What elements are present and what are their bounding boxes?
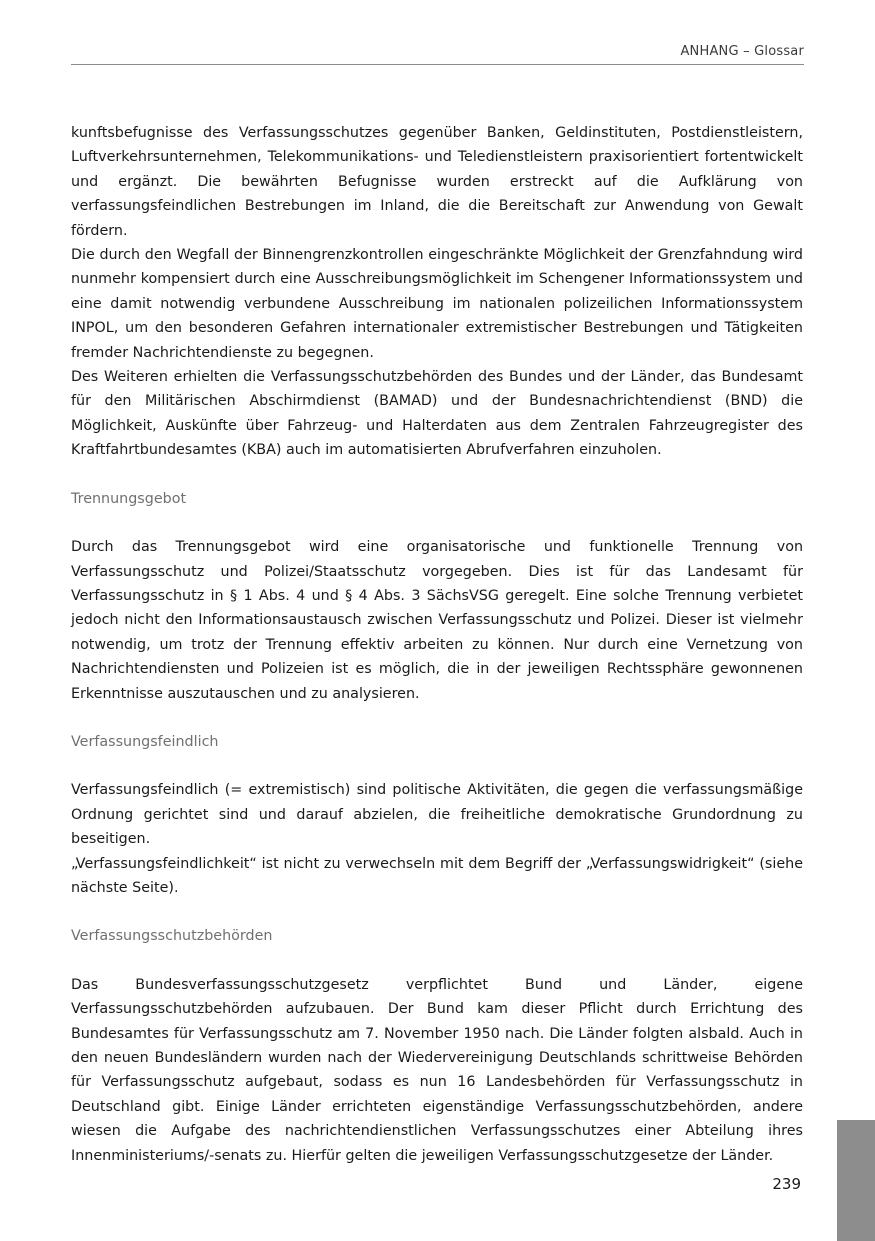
section-heading-trennungsgebot: Trennungsgebot xyxy=(71,490,187,507)
page-number: 239 xyxy=(772,1175,801,1193)
verfassungsfeindlich-paragraph-2: „Verfassungsfeindlichkeit“ ist nicht zu verwechseln mit dem Begriff der „Verfassungswidrigkeit“ (siehe nächste Seite). xyxy=(71,855,803,896)
side-thumb-tab xyxy=(837,1120,875,1241)
running-header xyxy=(71,38,804,65)
verfassungsschutzbehoerden-paragraph: Das Bundesverfassungsschutzgesetz verpflichtet Bund und Länder, eigene Verfassungsschutzbehörden aufzubauen. Der Bund kam dieser Pflicht durch Errichtung des Bundesamtes für Verfassungsschutz am 7. November 1950 nach. Die Länder folgten alsbald. Auch in den neuen Bundesländern wurden nach der Wiedervereinigung Deutschlands schrittweise Behörden für Verfassungsschutz aufgebaut, sodass es nun 16 Landesbehörden für Verfassungsschutz in Deutschland gibt. Einige Länder errichteten eigenständige Verfassungsschutzbehörden, andere wiesen die Aufgabe des nachrichtendienstlichen Verfassungsschutzes einer Abteilung ihres Innenministeriums/-senats zu. Hierfür gelten die jeweiligen Verfassungsschutzgesetze der Länder. xyxy=(71,976,803,1164)
intro-paragraph-1: kunftsbefugnisse des Verfassungsschutzes gegenüber Banken, Geldinstituten, Postdienstleistern, Luftverkehrsunternehmen, Telekommunikations- und Teledienstleistern praxisorientiert fortentwickelt und ergänzt. Die bewährten Befugnisse wurden erstreckt auf die Aufklärung von verfassungsfeindlichen Bestrebungen im Inland, die die Bereitschaft zur Anwendung von Gewalt fördern. xyxy=(71,125,803,239)
page-content xyxy=(71,121,803,1168)
verfassungsfeindlich-paragraph-1: Verfassungsfeindlich (= extremistisch) sind politische Aktivitäten, die gegen die verfassungsmäßige Ordnung gerichtet sind und darauf abzielen, die freiheitliche demokratische Grundordnung zu beseitigen. xyxy=(71,782,803,848)
section-heading-verfassungsfeindlich: Verfassungsfeindlich xyxy=(71,733,219,750)
header-title: ANHANG – Glossar xyxy=(680,44,804,59)
trennungsgebot-paragraph: Durch das Trennungsgebot wird eine organisatorische und funktionelle Trennung von Verfassungsschutz und Polizei/Staatsschutz vorgegeben. Dies ist für das Landesamt für Verfassungsschutz in § 1 Abs. 4 und § 4 Abs. 3 SächsVSG geregelt. Eine solche Trennung verbietet jedoch nicht den Informationsaustausch zwischen Verfassungsschutz und Polizei. Dieser ist vielmehr notwendig, um trotz der Trennung effektiv arbeiten zu können. Nur durch eine Vernetzung von Nachrichtendiensten und Polizeien ist es möglich, die in der jeweiligen Rechtssphäre gewonnenen Erkenntnisse auszutauschen und zu analysieren. xyxy=(71,539,803,702)
intro-paragraph-3: Des Weiteren erhielten die Verfassungsschutzbehörden des Bundes und der Länder, das Bundesamt für den Militärischen Abschirmdienst (BAMAD) und der Bundesnachrichtendienst (BND) die Möglichkeit, Auskünfte über Fahrzeug- und Halterdaten aus dem Zentralen Fahrzeugregister des Kraftfahrtbundesamtes (KBA) auch im automatisierten Abrufverfahren einzuholen. xyxy=(71,369,803,459)
section-heading-verfassungsschutzbehoerden: Verfassungsschutzbehörden xyxy=(71,928,273,945)
intro-paragraph-2: Die durch den Wegfall der Binnengrenzkontrollen eingeschränkte Möglichkeit der Grenzfahndung wird nunmehr kompensiert durch eine Ausschreibungsmöglichkeit im Schengener Informationssystem und eine damit notwendig verbundene Ausschreibung im nationalen polizeilichen Informationssystem INPOL, um den besonderen Gefahren internationaler extremistischer Bestrebungen und Tätigkeiten fremder Nachrichtendienste zu begegnen. xyxy=(71,247,803,361)
